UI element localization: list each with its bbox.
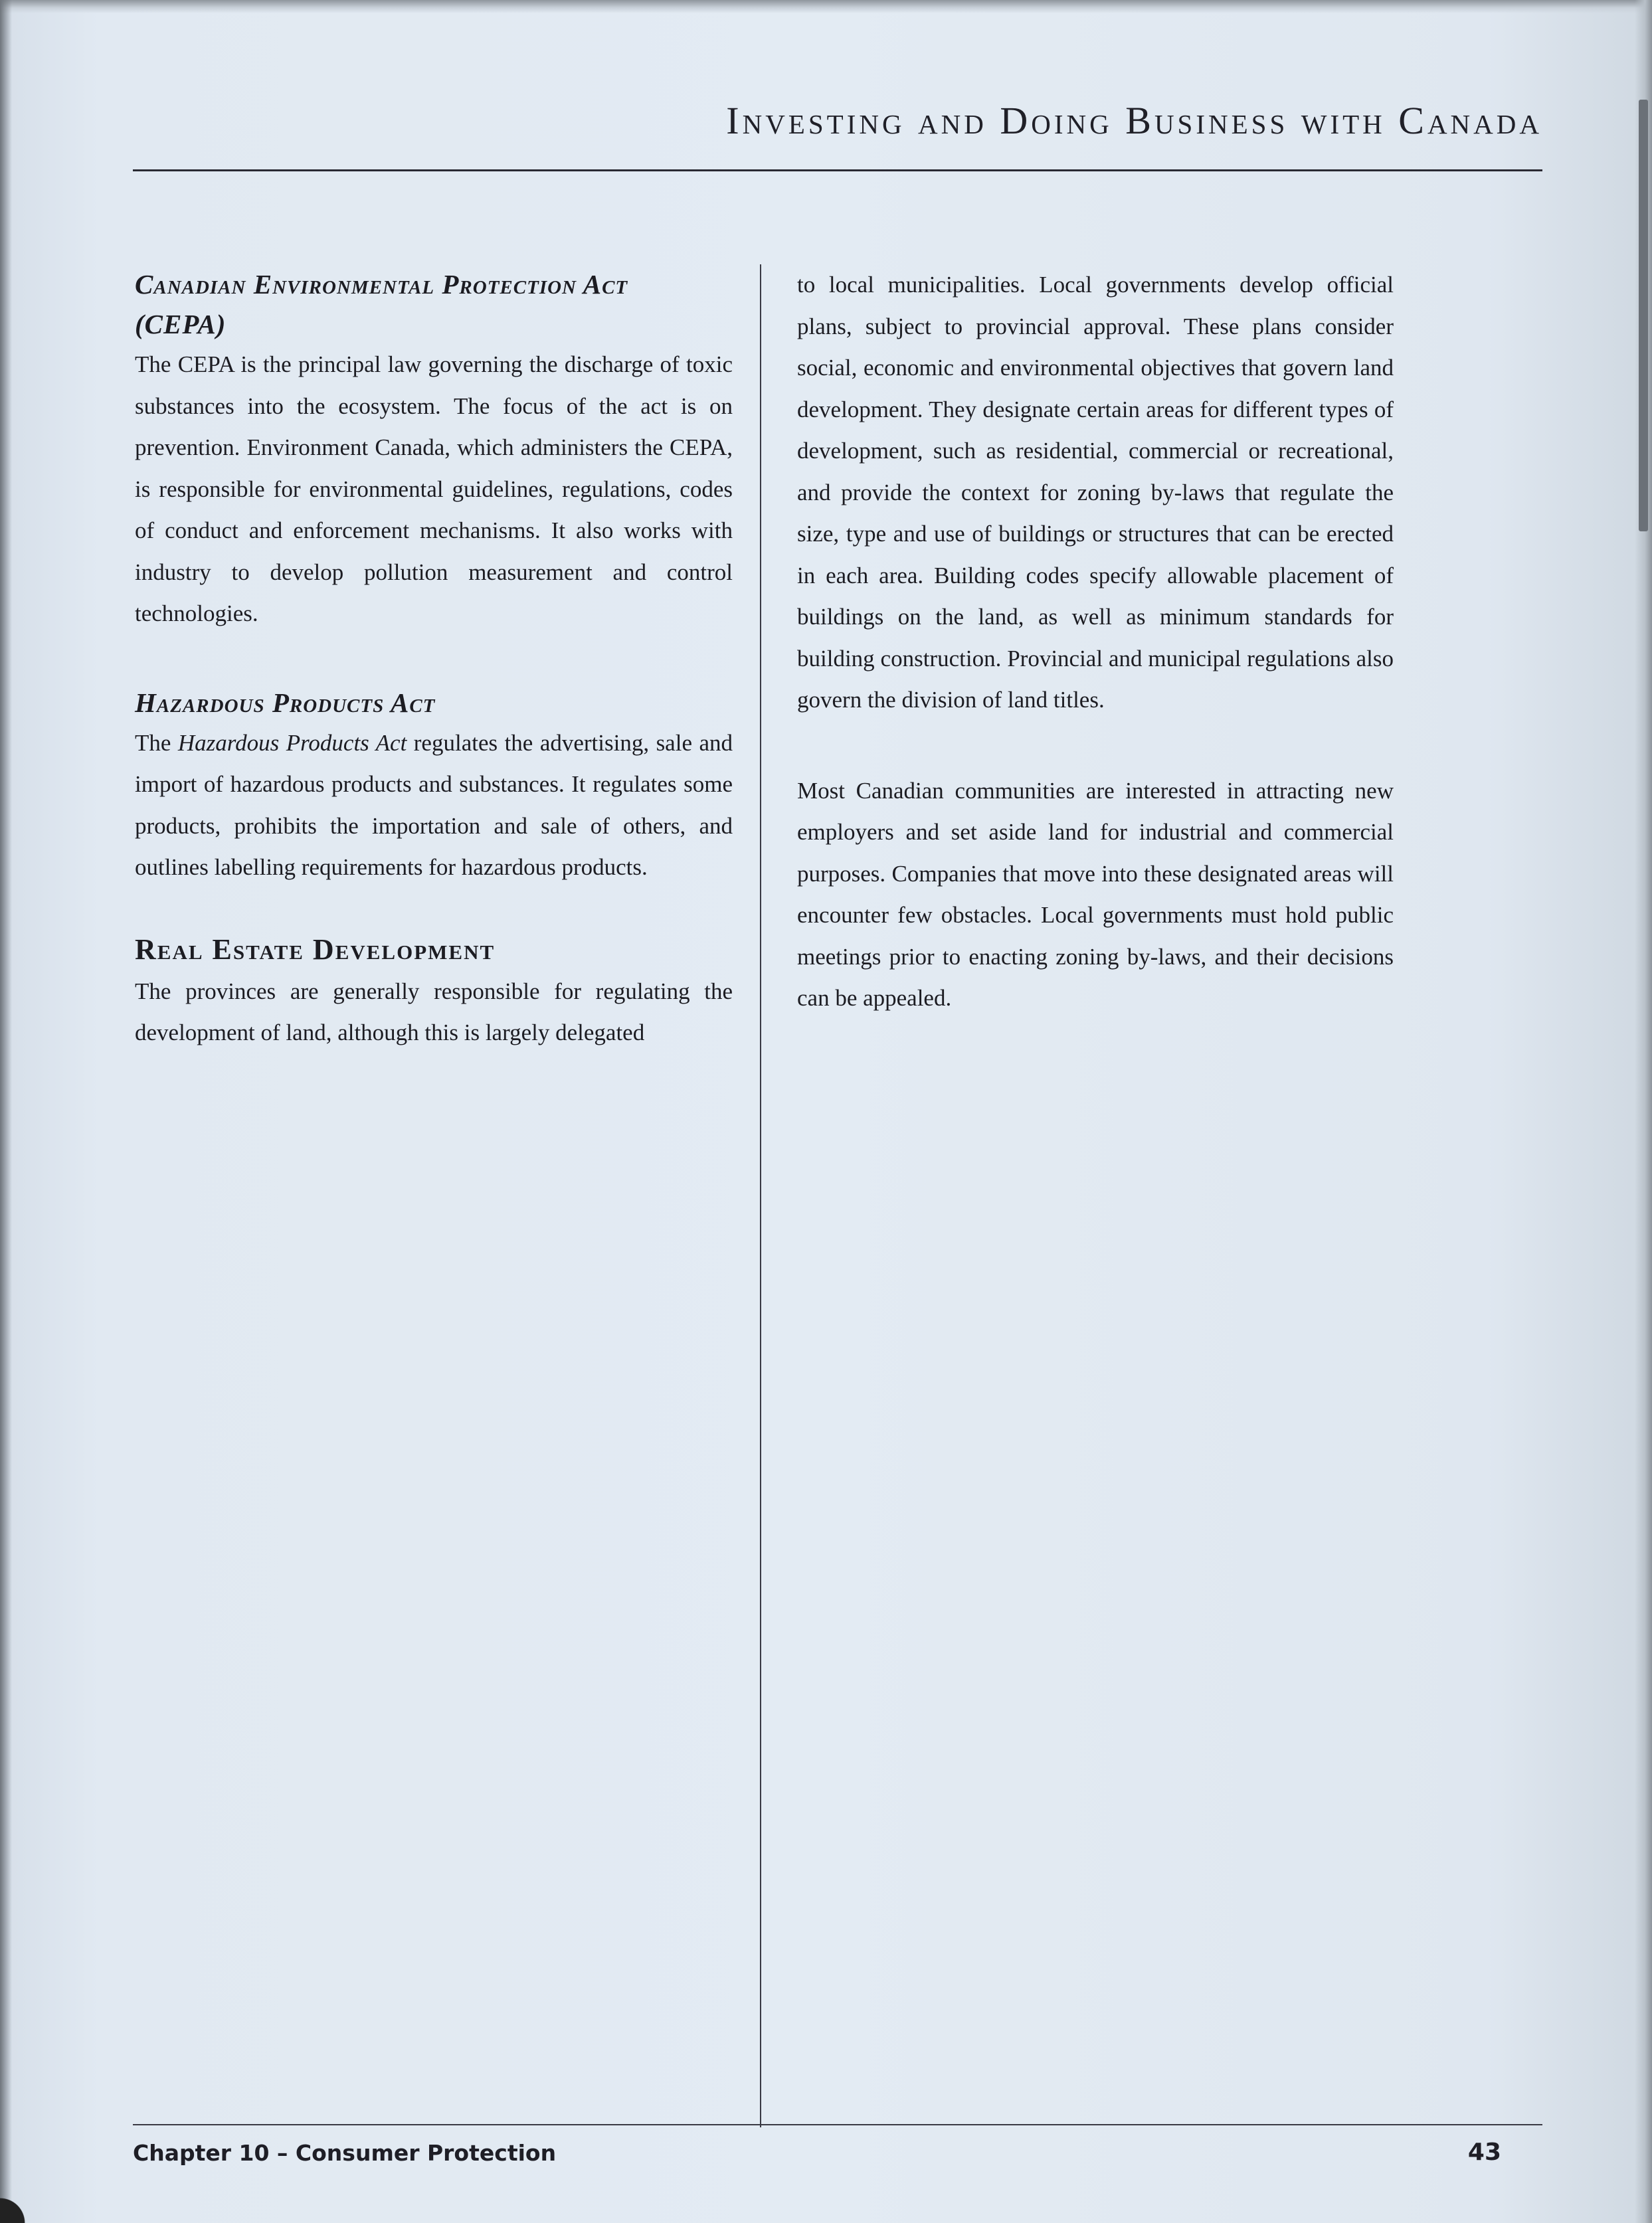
footer-rule [133, 2124, 1542, 2125]
cepa-heading-line1: Canadian Environmental Protection Act [135, 269, 628, 300]
cepa-heading-line2: (CEPA) [135, 309, 227, 339]
cepa-body: The CEPA is the principal law governing the discharge of toxic substances into the ecosystem. The focus of the act is on prevention. Environment Canada, which administers the CEPA, is responsible for environmental guidelines, regulations, codes of conduct and enforcement mechanisms. It also works with industry to develop pollution measurement and control technologies. [135, 351, 733, 626]
left-column [135, 264, 733, 1054]
hazardous-products-heading: Hazardous Products Act [135, 687, 436, 718]
spacer [135, 889, 733, 929]
page-left-edge [0, 0, 12, 2223]
hazardous-body-rest: regulates the advertising, sale and import of hazardous products and substances. It regulates some products, prohibits the importation and sale of others, and outlines labelling requirements for hazardous products. [135, 729, 733, 880]
running-head: Investing and Doing Business with Canada [726, 99, 1542, 142]
spacer [135, 635, 733, 683]
page-corner-shadow [0, 2183, 46, 2223]
right-column [797, 264, 1394, 1020]
page-number: 43 [1467, 2139, 1501, 2166]
communities-paragraph: Most Canadian communities are interested in attracting new employers and set aside land for industrial and commercial purposes. Companies that move into these designated areas will encounter few obstacles. Local governments must hold public meetings prior to enacting zoning by-laws, and their decisions can be appealed. [797, 777, 1394, 1011]
spacer [797, 721, 1394, 770]
hazardous-products-body [135, 723, 733, 889]
land-development-paragraph: to local municipalities. Local governments develop official plans, subject to provincial approval. These plans consider social, economic and environmental objectives that govern land development. They designate certain areas for different types of development, such as residential, commercial or recreational, and provide the context for zoning by-laws that regulate the size, type and use of buildings or structures that can be erected in each area. Building codes specify allowable placement of buildings on the land, as well as minimum standards for building construction. Provincial and municipal regulations also govern the division of land titles. [797, 272, 1394, 713]
page-top-edge [0, 0, 1652, 13]
column-divider [760, 264, 761, 2127]
hazardous-act-name: Hazardous Products Act [177, 729, 407, 756]
cepa-heading [135, 264, 733, 344]
footer-chapter-title: Chapter 10 – Consumer Protection [133, 2140, 557, 2166]
real-estate-heading: Real Estate Development [135, 933, 496, 966]
hazardous-body-prefix: The [135, 729, 178, 756]
real-estate-body: The provinces are generally responsible for regulating the development of land, although this is largely delegated [135, 978, 733, 1045]
binder-tab [1639, 100, 1648, 531]
header-rule [133, 169, 1542, 171]
